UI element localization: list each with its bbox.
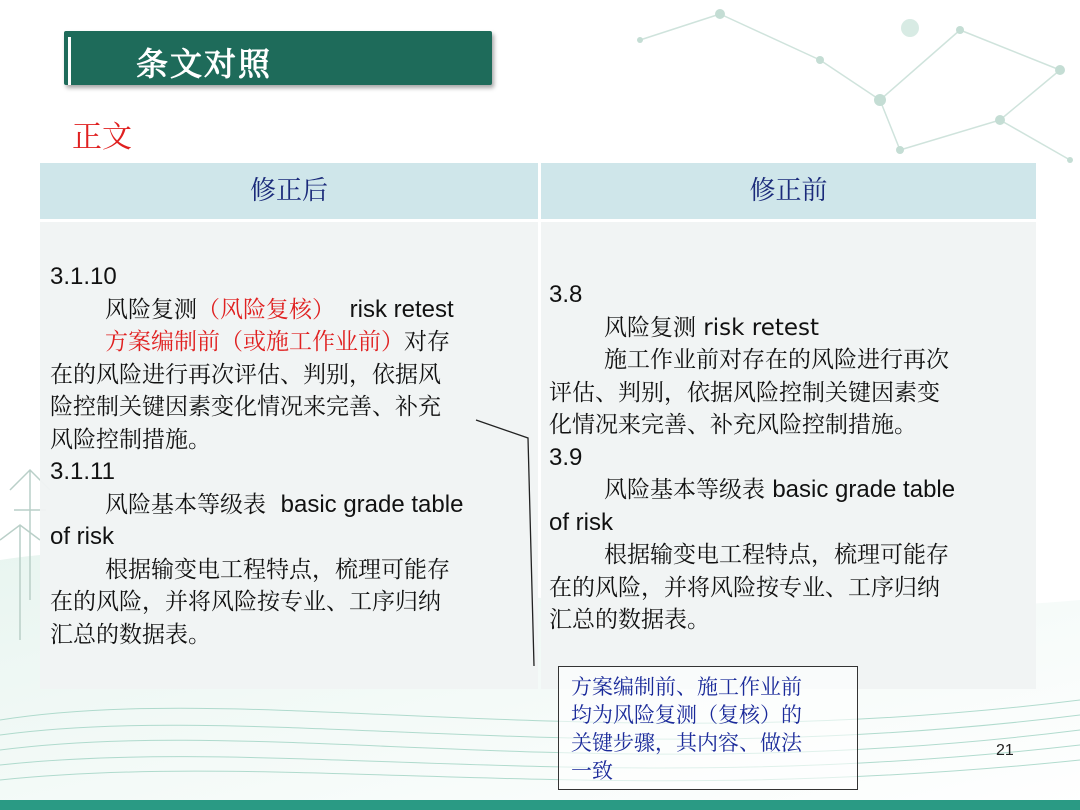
term-en: of risk [50, 523, 115, 550]
definition-line: 汇总的数据表。 [50, 621, 211, 648]
callout-line: 均为风险复测（复核）的 [571, 703, 802, 727]
term-added: （风险复核） [197, 296, 335, 323]
term-en: basic grade table [280, 490, 464, 518]
definition-line: 汇总的数据表。 [549, 607, 710, 633]
term-cn: 风险基本等级表 [105, 491, 266, 518]
clause-number: 3.1.11 [50, 458, 115, 485]
term-en: basic grade table [772, 476, 956, 503]
callout-line: 关键步骤，其内容、做法 [571, 731, 802, 755]
clause-number: 3.9 [549, 443, 583, 471]
cell-revised [40, 222, 538, 689]
cell-original [541, 222, 1036, 689]
term: 风险复测 risk retest [604, 314, 820, 341]
header-revised: 修正后 [40, 163, 538, 219]
definition-line: 在的风险进行再次评估、判别，依据风 [50, 361, 441, 388]
definition-line: 在的风险，并将风险按专业、工序归纳 [50, 589, 441, 615]
callout-note [558, 666, 858, 790]
header-original: 修正前 [541, 163, 1036, 219]
definition-line: 施工作业前对存在的风险进行再次 [604, 347, 949, 373]
section-label: 正文 [72, 120, 132, 155]
definition-line: 对存 [404, 329, 450, 355]
definition-line: 险控制关键因素变化情况来完善、补充 [50, 394, 441, 420]
definition-line: 评估、判别，依据风险控制关键因素变 [549, 379, 940, 406]
definition-line: 化情况来完善、补充风险控制措施。 [549, 412, 917, 438]
term-en: risk retest [349, 295, 454, 323]
definition-added: 方案编制前（或施工作业前） [105, 329, 404, 355]
term-cn: 风险复测 [105, 296, 197, 323]
original-text-block [549, 279, 1029, 637]
definition-line: 根据输变电工程特点，梳理可能存 [604, 542, 949, 568]
definition-line: 在的风险，并将风险按专业、工序归纳 [549, 574, 940, 601]
callout-line: 一致 [571, 759, 613, 783]
clause-number: 3.8 [549, 281, 583, 308]
slide-title: 条文对照 [136, 45, 273, 83]
definition-line: 根据输变电工程特点，梳理可能存 [105, 556, 450, 583]
clause-number: 3.1.10 [50, 263, 117, 290]
revised-text-block [50, 261, 530, 651]
page-number: 21 [996, 742, 1014, 759]
callout-line: 方案编制前、施工作业前 [571, 675, 802, 699]
slide-title-bar [64, 31, 492, 85]
definition-line: 风险控制措施。 [50, 426, 211, 453]
comparison-table [40, 163, 1036, 689]
term-cn: 风险基本等级表 [604, 477, 765, 503]
term-en: of risk [549, 508, 614, 536]
